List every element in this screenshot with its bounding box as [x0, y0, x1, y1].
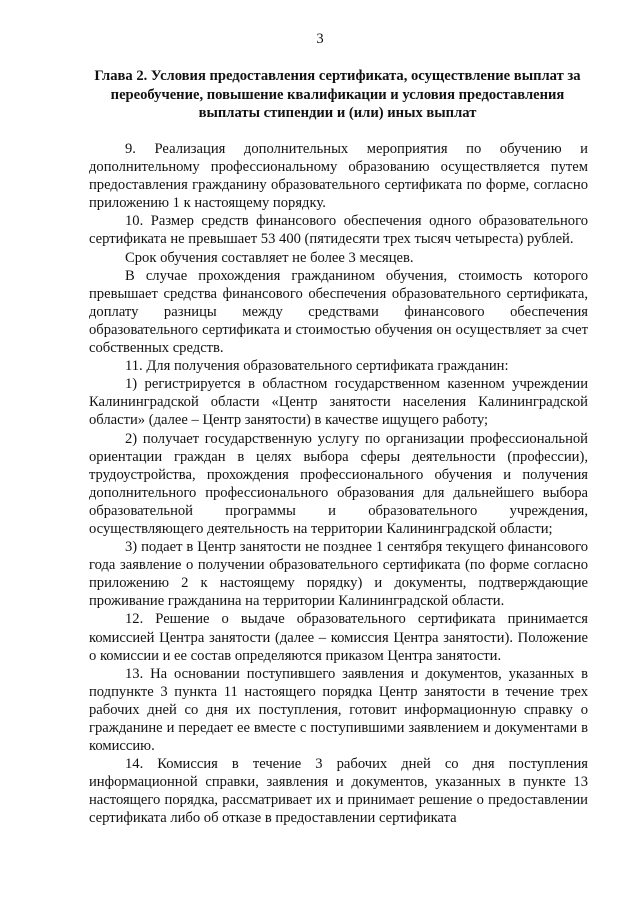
paragraph-cost-excess: В случае прохождения гражданином обучения, стоимость которого превышает средства финансового обеспечения образовательного сертификата, доплату разницы между средствами финансового обеспечения образовательного сертификата и стоимостью обучения он осуществляет за счет собственных средств. [89, 267, 588, 357]
page-number: 3 [316, 31, 324, 47]
paragraph-13: 13. На основании поступившего заявления и документов, указанных в подпункте 3 пункта 11 настоящего порядка Центр занятости в течение трех рабочих дней со дня их поступления, готовит информационную справку о гражданине и передает ее вместе с поступившими заявлением и документами в комиссию. [89, 665, 588, 755]
paragraph-11-item-3: 3) подает в Центр занятости не позднее 1 сентября текущего финансового года заявление о получении образовательного сертификата (по форме согласно приложению 2 к настоящему порядку) и документы, подтверждающие проживание гражданина на территории Калининградской области. [89, 539, 588, 610]
paragraph-study-term: Срок обучения составляет не более 3 месяцев. [125, 249, 414, 266]
paragraph-11: 11. Для получения образовательного сертификата гражданин: [125, 358, 509, 375]
paragraph-10: 10. Размер средств финансового обеспечения одного образовательного сертификата не превышает 53 400 (пятидесяти трех тысяч четыреста) рублей. [89, 213, 588, 248]
document-body [89, 140, 588, 828]
paragraph-12: 12. Решение о выдаче образовательного сертификата принимается комиссией Центра занятости (далее – комиссия Центра занятости). Положение о комиссии и ее состав определяются приказом Центра занятости. [89, 611, 588, 664]
paragraph-11-item-1: 1) регистрируется в областном государственном казенном учреждении Калининградской области «Центр занятости населения Калининградской области» (далее – Центр занятости) в качестве ищущего работу; [89, 376, 588, 429]
paragraph-9: 9. Реализация дополнительных мероприятия по обучению и дополнительному профессиональному образованию осуществляется путем предоставления гражданину образовательного сертификата по форме, согласно приложению 1 к настоящему порядку. [89, 141, 588, 212]
chapter-title: Глава 2. Условия предоставления сертификата, осуществление выплат за переобучение, повышение квалификации и условия предоставления выплаты стипендии и (или) иных выплат [94, 68, 581, 121]
paragraph-14: 14. Комиссия в течение 3 рабочих дней со дня поступления информационной справки, заявления и документов, указанных в пункте 13 настоящего порядка, рассматривает их и принимает решение о предоставлении сертификата либо об отказе в предоставлении сертификата [89, 756, 588, 827]
paragraph-11-item-2: 2) получает государственную услугу по организации профессиональной ориентации граждан в целях выбора сферы деятельности (профессии), трудоустройства, прохождения профессионального обучения и получения дополнительного профессионального образования для дальнейшего выбора образовательной программы и образовательного учреждения, осуществляющего деятельность на территории Калининградской области; [89, 430, 588, 537]
